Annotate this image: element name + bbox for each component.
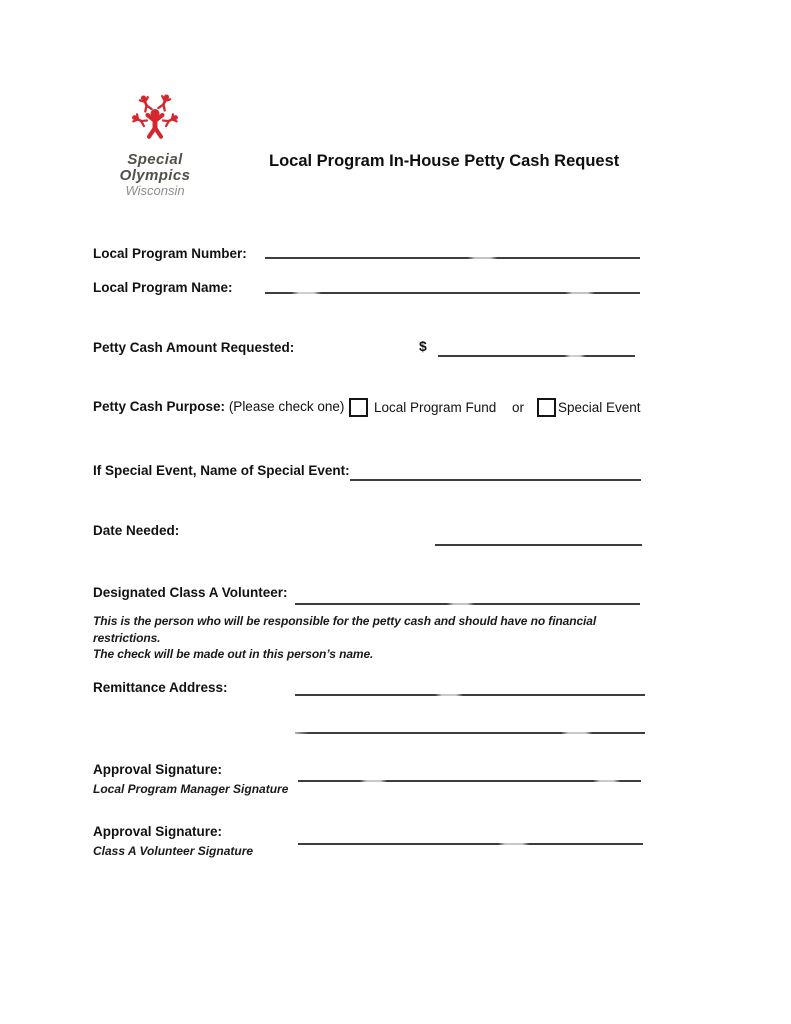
purpose-conjunction: or — [512, 400, 525, 415]
approval-manager-label: Approval Signature: — [93, 762, 223, 777]
approval-manager-sub-label: Local Program Manager Signature — [93, 782, 289, 796]
amount-label: Petty Cash Amount Requested: — [93, 340, 295, 355]
purpose-option1-label: Local Program Fund — [374, 400, 497, 415]
date-needed-label: Date Needed: — [93, 523, 180, 538]
special-event-name-label: If Special Event, Name of Special Event: — [93, 463, 350, 478]
volunteer-label: Designated Class A Volunteer: — [93, 585, 288, 600]
approval-manager-signature-line[interactable] — [298, 780, 641, 782]
special-olympics-logo — [100, 90, 210, 198]
purpose-label-group — [93, 399, 344, 414]
special-event-name-fill-line[interactable] — [350, 479, 641, 481]
local-program-fund-checkbox[interactable] — [349, 398, 368, 417]
date-needed-fill-line[interactable] — [435, 544, 642, 546]
amount-fill-line[interactable] — [438, 355, 635, 357]
logo-region: Wisconsin — [125, 183, 185, 198]
program-number-fill-line[interactable] — [265, 257, 640, 259]
program-name-fill-line[interactable] — [265, 292, 640, 294]
logo-brand-line2: Olympics — [119, 166, 191, 184]
purpose-label: Petty Cash Purpose: — [93, 399, 226, 414]
page-title: Local Program In-House Petty Cash Request — [269, 152, 620, 170]
remittance-fill-line-1[interactable] — [295, 694, 645, 696]
special-event-checkbox[interactable] — [537, 398, 556, 417]
volunteer-fill-line[interactable] — [295, 603, 640, 605]
logo-brand-line1: Special — [127, 151, 183, 168]
remittance-fill-line-2[interactable] — [295, 732, 645, 734]
purpose-option2-label: Special Event — [558, 400, 641, 415]
volunteer-note — [93, 613, 653, 663]
program-name-label: Local Program Name: — [93, 280, 233, 295]
remittance-address-label: Remittance Address: — [93, 680, 228, 695]
approval-volunteer-sub-label: Class A Volunteer Signature — [93, 844, 254, 858]
currency-symbol: $ — [419, 338, 427, 354]
purpose-hint: (Please check one) — [228, 399, 345, 414]
special-olympics-mark-icon — [128, 90, 182, 150]
volunteer-note-line2: The check will be made out in this person’s name. — [93, 647, 374, 661]
approval-volunteer-signature-line[interactable] — [298, 843, 643, 845]
approval-volunteer-label: Approval Signature: — [93, 824, 223, 839]
volunteer-note-line1: This is the person who will be responsible for the petty cash and should have no financial restrictions. — [93, 614, 597, 645]
program-number-label: Local Program Number: — [93, 246, 247, 261]
